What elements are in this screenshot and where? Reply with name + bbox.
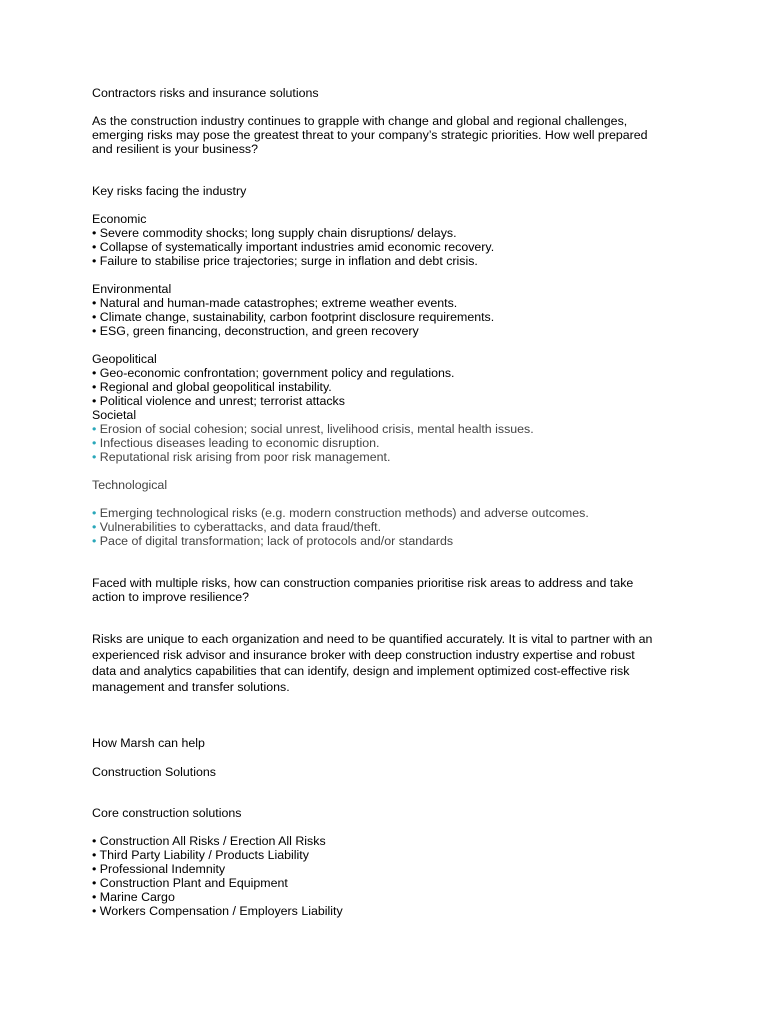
core-item: • Professional Indemnity — [92, 862, 226, 876]
geopolitical-item: • Geo-economic confrontation; government policy and regulations. — [92, 366, 455, 380]
societal-item-text: Erosion of social cohesion; social unrest, livelihood crisis, mental health issues. — [99, 422, 534, 436]
intro-line: and resilient is your business? — [92, 142, 258, 156]
bullet-icon: • — [92, 506, 97, 520]
geopolitical-item: • Political violence and unrest; terrorist attacks — [92, 394, 345, 408]
technological-item-text: Pace of digital transformation; lack of protocols and/or standards — [99, 534, 454, 548]
bullet-icon: • — [92, 520, 97, 534]
question-line: Faced with multiple risks, how can construction companies prioritise risk areas to address and take — [92, 576, 634, 590]
societal-item-text: Infectious diseases leading to economic disruption. — [99, 436, 380, 450]
intro-line: As the construction industry continues to grapple with change and global and regional challenges, — [92, 114, 628, 128]
answer-line: experienced risk advisor and insurance broker with deep construction industry expertise and robust — [92, 648, 635, 662]
economic-item: • Severe commodity shocks; long supply chain disruptions/ delays. — [92, 226, 457, 240]
answer-line: data and analytics capabilities that can identify, design and implement optimized cost-effective risk — [92, 664, 630, 678]
environmental-heading: Environmental — [92, 282, 172, 296]
technological-item-text: Vulnerabilities to cyberattacks, and data fraud/theft. — [99, 520, 382, 534]
economic-item: • Collapse of systematically important industries amid economic recovery. — [92, 240, 495, 254]
technological-item-text: Emerging technological risks (e.g. modern construction methods) and adverse outcomes. — [99, 506, 589, 520]
question-line: action to improve resilience? — [92, 590, 250, 604]
core-item: • Marine Cargo — [92, 890, 175, 904]
document-title: Contractors risks and insurance solutions — [92, 86, 319, 100]
environmental-item: • Climate change, sustainability, carbon footprint disclosure requirements. — [92, 310, 495, 324]
technological-item — [92, 534, 453, 548]
intro-line: emerging risks may pose the greatest threat to your company’s strategic priorities. How well prepared — [92, 128, 648, 142]
answer-line: Risks are unique to each organization and need to be quantified accurately. It is vital to partner with an — [92, 632, 653, 646]
geopolitical-heading: Geopolitical — [92, 352, 157, 366]
societal-item — [92, 436, 379, 450]
core-item: • Workers Compensation / Employers Liability — [92, 904, 343, 918]
economic-heading: Economic — [92, 212, 147, 226]
core-item: • Third Party Liability / Products Liability — [92, 848, 309, 862]
environmental-item: • Natural and human-made catastrophes; extreme weather events. — [92, 296, 458, 310]
core-item: • Construction Plant and Equipment — [92, 876, 288, 890]
construction-solutions-heading: Construction Solutions — [92, 765, 216, 779]
core-item: • Construction All Risks / Erection All Risks — [92, 834, 326, 848]
societal-item — [92, 422, 534, 436]
environmental-item: • ESG, green financing, deconstruction, and green recovery — [92, 324, 419, 338]
societal-heading: Societal — [92, 408, 137, 422]
economic-item: • Failure to stabilise price trajectories; surge in inflation and debt crisis. — [92, 254, 478, 268]
bullet-icon: • — [92, 534, 97, 548]
technological-item — [92, 506, 589, 520]
technological-item — [92, 520, 381, 534]
bullet-icon: • — [92, 422, 97, 436]
core-solutions-heading: Core construction solutions — [92, 806, 242, 820]
bullet-icon: • — [92, 450, 97, 464]
key-risks-heading: Key risks facing the industry — [92, 184, 247, 198]
geopolitical-item: • Regional and global geopolitical instability. — [92, 380, 332, 394]
answer-line: management and transfer solutions. — [92, 680, 290, 694]
technological-heading: Technological — [92, 478, 168, 492]
societal-item — [92, 450, 390, 464]
societal-item-text: Reputational risk arising from poor risk management. — [99, 450, 391, 464]
how-marsh-heading: How Marsh can help — [92, 736, 205, 750]
bullet-icon: • — [92, 436, 97, 450]
